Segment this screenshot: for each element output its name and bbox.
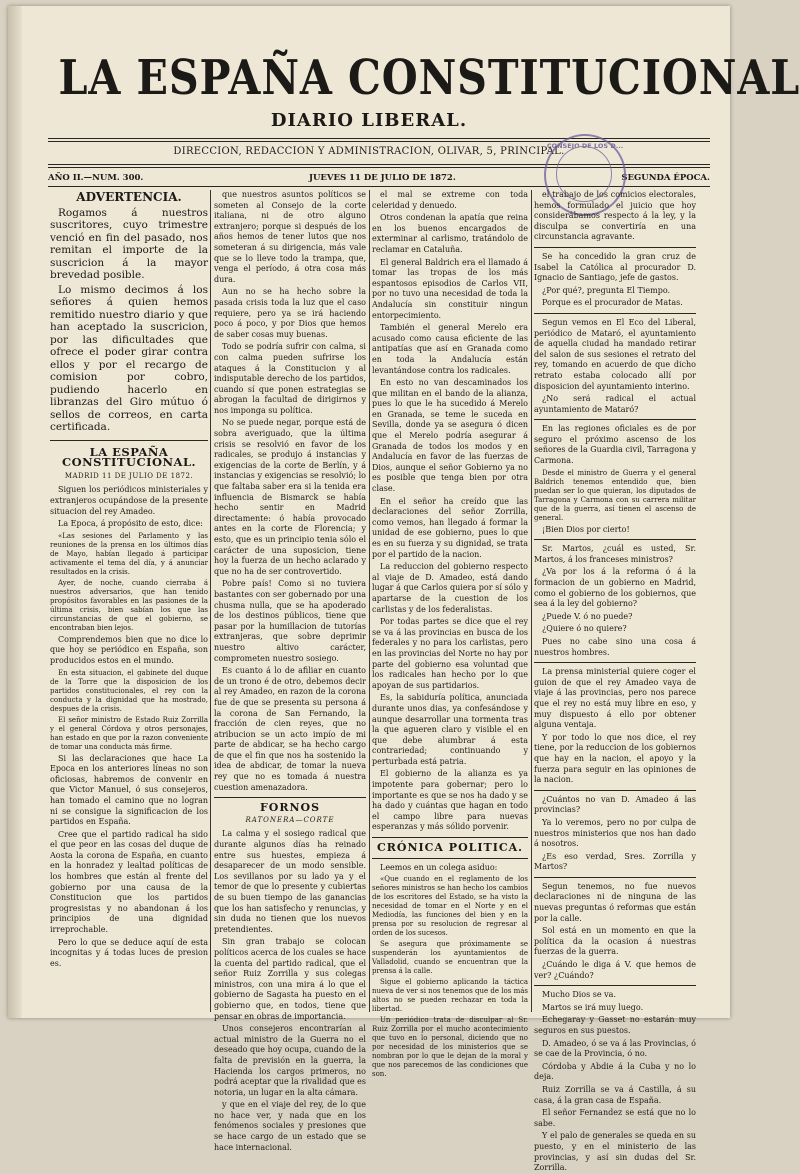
article-paragraph: ¿No será radical el actual ayuntamiento de Mataró? xyxy=(534,394,696,414)
list-line: Echegaray y Gasset no estarán muy seguros en sus puestos. xyxy=(534,1015,696,1035)
article-paragraph: El general Baldrich era el llamado á tomar las tropas de los más espantosos episodios de Carlos VII, por no tuvo una necesidad de toda la Andalucía sin constituir ningun entorpecimiento. xyxy=(372,257,528,320)
article-paragraph: En el señor ha creído que las declaraciones del señor Zorrilla, como vemos, han llegado á formar la unidad de ese gobierno, pues lo que es en su fuerza y su dignidad, se trata por el partido de la nacion. xyxy=(372,496,528,559)
article-paragraph: ¿Quiere ó no quiere? xyxy=(542,624,627,634)
list-line: Ruiz Zorrilla se va á Castilla, á su casa, á la gran casa de España. xyxy=(534,1084,696,1105)
article-paragraph: Segun tenemos, no fue nuevos declaraciones ni de ninguna de las nuevas preguntas ó reformas que están por la calle. xyxy=(534,881,696,923)
item-rule xyxy=(534,877,696,878)
article-paragraph: Un periódico trata de disculpar al Sr. Ruiz Zorrilla por el mucho acontecimiento que tuvo en lo personal, diciendo que no por necesidad de los ministerios que se nombran por lo que le dejan de la moral y que nos parecemos de las condiciones que son. xyxy=(372,1016,528,1079)
article-paragraph: Si las declaraciones que hace La Epoca en los anteriores líneas no son oficiosas, habremos de convenir en que Victor Manuel, ó sus consejeros, han tomado el camino que no logran ni se consigue la significacion de los partidos en España. xyxy=(50,753,208,827)
newspaper-title: LA ESPAÑA CONSTITUCIONAL xyxy=(58,50,800,106)
advert-paragraph: Lo mismo decimos á los señores á quien hemos remitido nuestro diario y que han aceptado la suscricion, por las dificultades que ofrece el poder girar contra ellos y por el recargo de comision por cobro, pudiendo hacerlo en libranzas del Giro mútuo ó sellos de correos, en carta certificada. xyxy=(50,283,208,434)
article-paragraph: ¿Puede V. ó no puede? xyxy=(542,611,633,621)
quoted-paragraph: «Las sesiones del Parlamento y las reuniones de la prensa en los últimos días de Mayo, habían llegado á participar activamente el tema del día, y á anunciar resultados en la crisis. xyxy=(50,531,208,576)
article-paragraph: el mal se extreme con toda celeridad y denuedo. xyxy=(372,190,528,210)
newspaper-subtitle: DIARIO LIBERAL. xyxy=(270,110,468,131)
issue-date: JUEVES 11 DE JULIO DE 1872. xyxy=(308,173,456,183)
article-paragraph: Siguen los periódicos ministeriales y extranjeros ocupándose de la presente situacion del rey Amadeo. xyxy=(50,485,208,516)
item-rule xyxy=(534,419,696,420)
article-paragraph: La reduccion del gobierno respecto al viaje de D. Amadeo, está dando lugar á que Carlos quiera por sí sólo y apartarse de la cuestion de los carlistas y de los federalistas. xyxy=(372,562,528,614)
item-rule xyxy=(534,313,696,314)
article-paragraph: Pues no cabe sino una cosa á nuestros hombres. xyxy=(534,637,696,657)
column-divider xyxy=(210,190,211,1012)
cronica-heading: CRÓNICA POLITICA. xyxy=(377,841,523,855)
article-paragraph: ¿Cuántos no van D. Amadeo á las provincias? xyxy=(534,794,696,815)
advert-title: ADVERTENCIA. xyxy=(76,190,182,204)
article-paragraph: La prensa ministerial quiere coger el guion de que el rey Amadeo vaya de viaje á las provincias, pero nos parece que el rey no está muy libre en eso, y muy dispuesto á ello por obtener alguna ventaja. xyxy=(534,667,696,730)
article-paragraph: El gobierno de la alianza es ya impotente para gobernar; pero lo importante es que se nos ha dado y se ha dado y cuántas que hagan en todo el campo libre para nuevas esperanzas y más sólido porvenir. xyxy=(372,769,528,832)
article-paragraph: Por todas partes se dice que el rey se va á las provincias en busca de los federales y no para los carlistas, pero en las provincias del Norte no hay por parte del gobierno esa voluntad que los radicales han hecho por lo que apoyan de sus partidarios. xyxy=(372,617,528,690)
column-3 xyxy=(372,190,528,1079)
article-paragraph: Cree que el partido radical ha sido el que peor en las cosas del duque de Aosta la corona de España, en cuanto en la honradez y lealtad políticas de los hombres que están al frente del gobierno por una causa de la Constitucion que los partidos progresistas y no abandonan á los principios de una dignidad irreprochable. xyxy=(50,829,208,935)
list-line: Y el palo de generales se queda en su puesto, y en el ministerio de las provincias, y así sin dudas del Sr. Zorrilla. xyxy=(534,1131,696,1173)
item-rule xyxy=(534,790,696,791)
column-divider xyxy=(369,190,370,1012)
item-rule xyxy=(534,539,696,540)
column-1 xyxy=(50,190,208,1012)
article-paragraph: ¿Va por los á la reforma ó á la formacion de un gobierno en Madrid, como el gobierno de los gobiernos, que sea á la ley del gobierno? xyxy=(534,567,696,609)
quoted-paragraph: «Que cuando en el reglamento de los señores ministros se han hecho los cambios de los escritores del Estado, se ha visto la necesidad de tomar en el Norte y en el Mediodía, las funciones del bien y en la prensa por su resolucion de regresar al orden de los sucesos. xyxy=(372,875,528,938)
article-paragraph: Comprendemos bien que no dice lo que hoy se periódico en España, son producidos estos en el mundo. xyxy=(50,634,208,665)
issue-epoch: SEGUNDA ÉPOCA. xyxy=(621,173,710,183)
article-paragraph: y que en el viaje del rey, de lo que no hace ver, y nada que en los fenómenos sociales y presiones que se hace cargo de un estado que se hace internacional. xyxy=(214,1100,366,1152)
stamp-text: CONSEJO DE LOS D... xyxy=(546,142,624,150)
article-paragraph: Segun vemos en El Eco del Liberal, periódico de Mataró, el ayuntamiento de aquella ciudad ha mandado retirar del salon de sus sesiones el retrato del rey, tomando en acuerdo de que dicho retrato estaba colocado allí por disposicion del ayuntamiento interino. xyxy=(534,317,696,391)
article-paragraph: Y por todo lo que nos dice, el rey tiene, por la reduccion de los gobiernos que hay en la nacion, el apoyo y la fuerza para seguir en las opiniones de la nacion. xyxy=(534,732,696,785)
article-paragraph: Ya lo veremos, pero no por culpa de nuestros ministerios que nos han dado á nosotros. xyxy=(534,817,696,849)
article-paragraph: Sr. Martos, ¿cuál es usted, Sr. Martos, á los franceses ministros? xyxy=(534,544,696,564)
article-paragraph: Sigue el gobierno aplicando la táctica nueva de ver si nos tenemos que de los más altos no se pueden rechazar en toda la libertad. xyxy=(372,978,528,1014)
article-paragraph: La calma y el sosiego radical que durante algunos días ha reinado entre sus huestes, empieza á desaparecer de un modo sensible. Los sevillanos por su lado ya y el temor de que lo presente y cubiertas de su buen tiempo de las ganancias que los han satisfecho y renuncias, y sin duda no tienen que los nuevos pretendientes. xyxy=(214,829,366,934)
advert-paragraph: Rogamos á nuestros suscritores, cuyo trimestre venció en fin del pasado, nos remitan el importe de la suscricion á la mayor brevedad posible. xyxy=(50,206,208,282)
fornos-heading: FORNOS xyxy=(259,801,321,815)
article-paragraph: Sin gran trabajo se colocan políticos acerca de los cuales se hace la cuenta del partido radical, que el señor Ruiz Zorrilla y sus colegas ministros, con una mira á lo que el gobierno de Sagasta ha puesto en el gobierno que, en todos, tiene que pensar en obras de importancia. xyxy=(214,937,366,1021)
item-rule xyxy=(534,247,696,248)
article-paragraph: En las regiones oficiales es de por seguro el próximo ascenso de los señores de la Guardia civil, Tarragona y Carmona. xyxy=(534,424,696,466)
quoted-paragraph: Ayer, de noche, cuando cierraba á nuestros adversarios, que han tenido propósitos favorables en las pasiones de la última crisis, bien sabían los que las circunstancias de que el gobierno, se encontraban bien lejos. xyxy=(50,578,208,632)
section-rule xyxy=(372,858,528,859)
article-paragraph: Todo se podría sufrir con calma, si con calma pueden sufrirse los ataques á la Constitucion y al indisputable derecho de los partidos, cuando sí que ponen estrategias se abrogan la facultad de dirigirnos y nos imponga su política. xyxy=(214,342,366,415)
article-paragraph: Sol está en un momento en que la política da la ocasion á nuestras fuerzas de la guerra. xyxy=(534,926,696,957)
article-paragraph: ¿Cuándo le diga á V. que hemos de ver? ¿Cuándo? xyxy=(534,960,696,980)
item-rule xyxy=(534,985,696,986)
article-paragraph: Pero lo que se deduce aquí de esta incognitas y á todas luces de presion es. xyxy=(50,937,208,968)
article-paragraph: Es cuanto á lo de afiliar en cuanto de un trono é de otro, debemos decir al rey Amadeo, en razon de la corona fue de que se presenta su persona á la corona de San Fernando, la fracción de cien reyes, que no atribucion se un acto impío de mi parte de abdicar, se ha hecho cargo de que el fin que nos ha sostenido la idea de abdicar, de tomar la nueva rey que no es tomada á nuestra cuestion amenazadora. xyxy=(214,666,366,792)
article-paragraph: Otros condenan la apatía que reina en los buenos encargados de exterminar al carlismo, tratándolo de reclamar en Cataluña. xyxy=(372,213,528,254)
section-rule xyxy=(214,797,366,798)
article-paragraph: Se asegura que próximamente se suspenderán los ayuntamientos de Valladolid, cuando se encuentran que la prensa á la calle. xyxy=(372,940,528,976)
section-title: LA ESPAÑA CONSTITUCIONAL. xyxy=(61,444,197,470)
article-paragraph: Leemos en un colega asiduo: xyxy=(380,862,498,872)
quoted-paragraph: El señor ministro de Estado Ruiz Zorrilla y el general Córdova y otros personajes, han estado en que por la razon conveniente de tomar una conducta más firme. xyxy=(50,715,208,751)
section-date: MADRID 11 DE JULIO DE 1872. xyxy=(64,471,194,480)
article-paragraph: También el general Merelo era acusado como causa eficiente de las antipatías que así en Granada como en toda la Andalucía están levantándose contra los radicales. xyxy=(372,323,528,375)
editorial-address: DIRECCION, REDACCION Y ADMINISTRACION, OLIVAR, 5, PRINCIPAL. xyxy=(173,146,565,157)
article-paragraph: Unos consejeros encontrarían al actual ministro de la Guerra no el deseado que hoy ocupa, cuando de la falta de previsión en la guerra, la Hacienda los cargos primeros, no podrá aceptar que la rivalidad que es notoria, un lugar en la alta cámara. xyxy=(214,1024,366,1097)
list-line: Córdoba y Abdie á la Cuba y no lo deja. xyxy=(534,1061,696,1082)
article-paragraph: ¿Por qué?, pregunta El Tiempo. xyxy=(542,285,671,295)
article-paragraph: ¿Es eso verdad, Sres. Zorrilla y Martos? xyxy=(534,851,696,872)
article-paragraph: Aun no se ha hecho sobre la pasada crisis toda la luz que el caso requiere, pero ya se irá haciendo poco á poco, y por Dios que hemos de saber cosas muy buenas. xyxy=(214,287,366,339)
masthead-rule-top xyxy=(48,138,710,139)
article-paragraph: el trabajo de los comicios electorales, hemos formulado el juicio que hoy considerábamos respecto á la ley, y la disculpa se convertiría en una circunstancia agravante. xyxy=(534,190,696,242)
article-paragraph: que nuestros asuntos políticos se someten al Consejo de la corte italiana, ni de otro alguno extranjero; porque si después de los años hemos de tener lutos que nos someteran á su dirigencia, más vale que se lo lleve todo la trampa, que, venga el período, á otra cosa más dura. xyxy=(214,190,366,284)
list-line: El señor Fernandez se está que no lo sabe. xyxy=(534,1108,696,1128)
list-line: Martos se irá muy luego. xyxy=(542,1002,644,1012)
quoted-paragraph: En esta situacion, el gabinete del duque de la Torre que la disposicion de los partidos constitucionales, el rey con la conducta y la dignidad que ha mostrado, despues de la crisis. xyxy=(50,668,208,713)
article-paragraph: Se ha concedido la gran cruz de Isabel la Católica al procurador D. Ignacio de Santiago, jefe de gastos. xyxy=(534,251,696,283)
article-paragraph: Pobre país! Como si no tuviera bastantes con ser gobernado por una chusma nulla, que se ha apoderado de los destinos públicos, tiene que pasar por la humillacion de tutorías extranjeras, que sobre deprimir nuestro altivo carácter, comprometen nuestro sosiego. xyxy=(214,579,366,663)
page-binding-edge xyxy=(8,6,22,1018)
advert-box xyxy=(50,192,208,441)
column-divider xyxy=(531,190,532,1012)
article-paragraph: ¡Bien Dios por cierto! xyxy=(542,524,630,534)
article-paragraph: No se puede negar, porque está de sobra averiguado, que la última crisis se resolvió en favor de los radicales, se produjo á instancias y exigencias de la corte de Berlín, y á instancias y exigencias se resolvió; lo que faltaba saber era si la tenida era influencia de Bismarck se había hecho sentir en Madrid directamente: ó había provocado antes en la corte de Florencia; y esto, que es un principio tenia sólo el carácter de una suposicion, tiene hoy la fuerza de un hecho aclarado y que no ha de ser controvertido. xyxy=(214,418,366,576)
article-paragraph: Desde el ministro de Guerra y el general Baldrich tenemos entendido que, bien puedan ser lo que quieran, los diputados de Tarragona y Carmona con su carrera militar que de la guerra, así tienen el ascenso de general. xyxy=(534,468,696,522)
list-line: Mucho Dios se va. xyxy=(542,990,616,1000)
article-paragraph: En esto no van descaminados los que militan en el bando de la alianza, pues lo que le ha sucedido á Merelo en Granada, se teme le suceda en Sevilla, donde ya se asegura ó dicen que el Merelo podría asegurar á Granada de todos los modos y en Andalucía en favor de las fuerzas de Dios, aunque el señor Gobierno ya no es posible que tenga bien por otra clase. xyxy=(372,378,528,494)
article-paragraph: Porque es el procurador de Matas. xyxy=(542,298,683,308)
item-rule xyxy=(534,662,696,663)
column-2 xyxy=(214,190,366,1152)
article-paragraph: La Epoca, á propósito de esto, dice: xyxy=(58,519,203,529)
issue-number: AÑO II.—NUM. 300. xyxy=(48,173,144,183)
newspaper-page xyxy=(8,6,800,1173)
article-paragraph: Es, la sabiduría política, anunciada durante unos dias, ya confesándose y aunque desarrollar una tormenta tras la que agueren claro y visible el en que debe alumbrar á esta contrariedad; continuando y perturbada está patria. xyxy=(372,693,528,766)
fornos-subhead: RATONERA—CORTE xyxy=(245,815,335,824)
column-4 xyxy=(534,190,696,1173)
list-line: D. Amadeo, ó se va á las Provincias, ó se cae de la Provincia, ó no. xyxy=(534,1038,696,1059)
section-rule xyxy=(372,837,528,838)
